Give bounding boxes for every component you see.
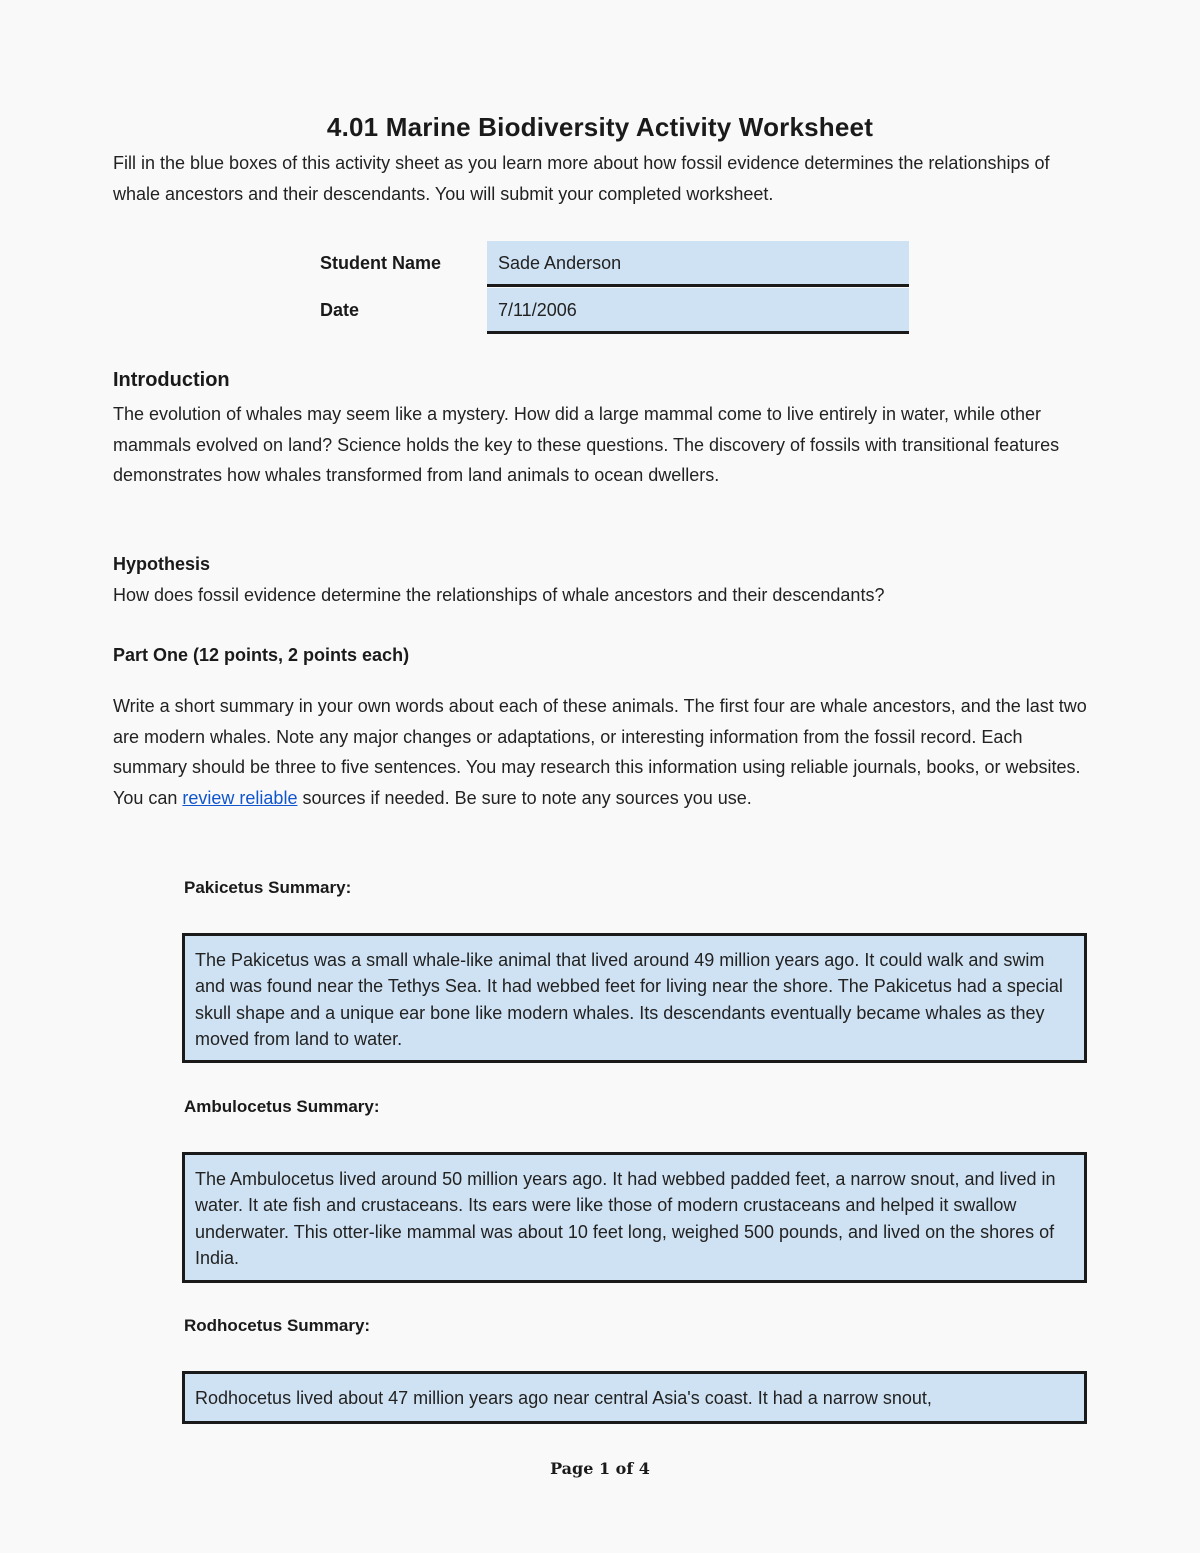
pakicetus-summary-label: Pakicetus Summary: [184,878,352,897]
rodhocetus-summary-box[interactable]: Rodhocetus lived about 47 million years ago near central Asia's coast. It had a narrow snout, [182,1371,1087,1424]
student-name-label: Student Name [320,253,442,273]
ambulocetus-summary-label: Ambulocetus Summary: [184,1097,380,1116]
student-name-row [305,241,910,288]
introduction-text: The evolution of whales may seem like a mystery. How did a large mammal come to live entirely in water, while other mammals evolved on land? Science holds the key to these questions. The discovery of fossils with transitional features demonstrates how whales transformed from land animals to ocean dwellers. [113,404,1060,485]
ambulocetus-summary-box[interactable]: The Ambulocetus lived around 50 million years ago. It had webbed padded feet, a narrow snout, and lived in water. It ate fish and crustaceans. Its ears were like those of modern crustaceans and helped it swallow underwater. This otter-like mammal was about 10 feet long, weighed 500 pounds, and lived on the shores of India. [182,1152,1087,1283]
page-number: Page 1 of 4 [550,1459,650,1478]
date-row [305,288,910,335]
part-one-instructions [113,691,1088,813]
part-one-text-start: Write a short summary in your own words about each of these animals. The first four are whale ancestors, and the last two are modern whales. Note any major changes or adaptations, or interesting information from the fossil record. Each summary should be three to five sentences. You may research this information using reliable journals, books, or websites. You can [113,696,1087,808]
date-field[interactable]: 7/11/2006 [487,288,909,334]
instructions-text: Fill in the blue boxes of this activity sheet as you learn more about how fossil evidence determines the relationships of whale ancestors and their descendants. You will submit your completed worksheet. [113,153,1050,204]
date-label: Date [320,300,360,320]
introduction-heading: Introduction [113,369,230,391]
student-info-table [305,241,910,335]
student-name-field[interactable]: Sade Anderson [487,241,909,287]
part-one-text-end: sources if needed. Be sure to note any sources you use. [297,787,752,808]
rodhocetus-summary-label: Rodhocetus Summary: [184,1316,371,1335]
hypothesis-heading: Hypothesis [113,554,211,574]
hypothesis-text: How does fossil evidence determine the relationships of whale ancestors and their descendants? [113,585,885,605]
part-one-heading: Part One (12 points, 2 points each) [113,645,410,665]
page-title: 4.01 Marine Biodiversity Activity Worksheet [326,112,874,142]
review-reliable-link[interactable]: review reliable [182,787,298,808]
pakicetus-summary-box[interactable]: The Pakicetus was a small whale-like animal that lived around 49 million years ago. It could walk and swim and was found near the Tethys Sea. It had webbed feet for living near the shore. The Pakicetus had a special skull shape and a unique ear bone like modern whales. Its descendants eventually became whales as they moved from land to water. [182,933,1087,1063]
